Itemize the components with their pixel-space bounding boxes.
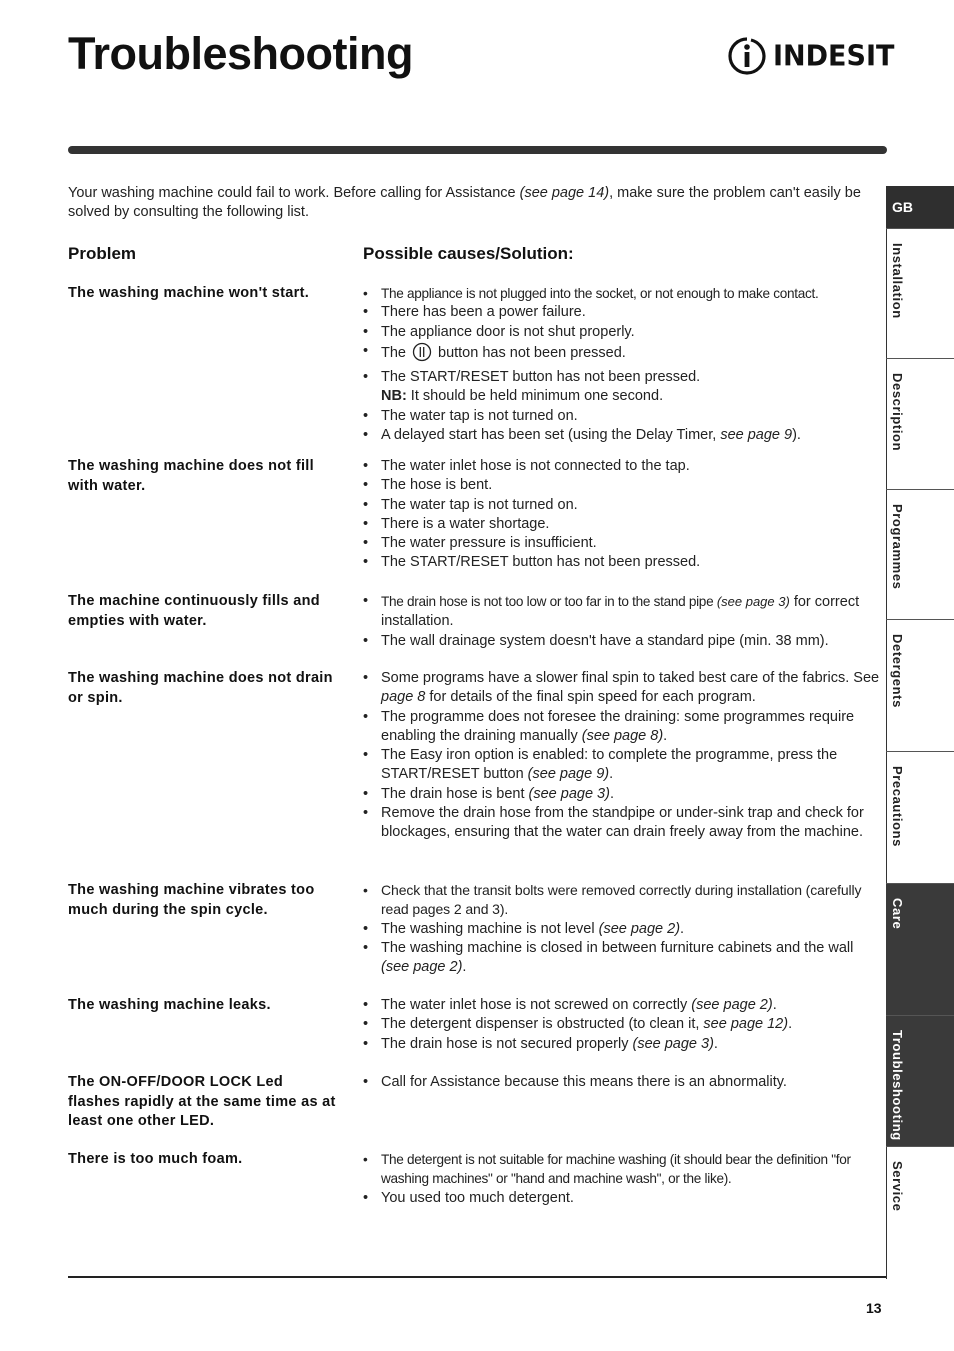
list-item: • The drain hose is not too low or too far in to the stand pipe (see page 3) for correct installation. <box>363 592 881 632</box>
list-item: • The drain hose is not secured properly (see page 3). <box>363 1035 881 1054</box>
problem-too-much-foam: There is too much foam. <box>68 1151 243 1167</box>
solution-list-led-flashes <box>363 1073 881 1092</box>
tab-care[interactable]: Care <box>886 883 954 1015</box>
solution-list-vibrates <box>363 881 881 977</box>
list-item: • The button has not been pressed. <box>363 342 881 368</box>
list-item: • The detergent dispenser is obstructed (to clean it, see page 12). <box>363 1015 881 1034</box>
problem-led-flashes: The ON-OFF/DOOR LOCK Led flashes rapidly at the same time as at least one other LED. <box>68 1074 336 1129</box>
solution-list-fills-and-empties <box>363 592 881 651</box>
page-number: 13 <box>866 1300 882 1316</box>
list-item: • The washing machine is not level (see page 2). <box>363 920 881 939</box>
solution-list-does-not-drain <box>363 669 881 843</box>
intro-text: Your washing machine could fail to work. Before calling for Assistance (see page 14), make sure the problem can't easily be solved by consulting the following list. <box>68 185 861 220</box>
list-item: • There is a water shortage. <box>363 515 881 534</box>
problem-does-not-fill: The washing machine does not fill with water. <box>68 458 314 494</box>
tab-precautions[interactable]: Precautions <box>886 751 954 883</box>
list-item: • The START/RESET button has not been pressed. <box>363 553 881 572</box>
list-item: • Check that the transit bolts were removed correctly during installation (carefully read pages 2 and 3). <box>363 881 881 920</box>
solution-list-leaks <box>363 996 881 1054</box>
list-item: • You used too much detergent. <box>363 1189 881 1208</box>
list-item: • Remove the drain hose from the standpipe or under-sink trap and check for blockages, ensuring that the water can drain freely away from the machine. <box>363 804 881 843</box>
list-item: • The water pressure is insufficient. <box>363 534 881 553</box>
list-item: • The programme does not foresee the draining: some programmes require enabling the draining manually (see page 8). <box>363 708 881 747</box>
list-item: • The START/RESET button has not been pressed. NB: It should be held minimum one second. <box>363 368 881 407</box>
problem-does-not-drain: The washing machine does not drain or spin. <box>68 670 333 706</box>
tab-detergents[interactable]: Detergents <box>886 619 954 751</box>
problem-column-heading: Problem <box>68 244 137 263</box>
list-item: • Call for Assistance because this means there is an abnormality. <box>363 1073 881 1092</box>
list-item: • The appliance is not plugged into the socket, or not enough to make contact. <box>363 284 881 303</box>
footer-rule <box>68 1276 887 1278</box>
brand-logo <box>727 36 894 76</box>
tab-service[interactable]: Service <box>886 1146 954 1279</box>
list-item: • A delayed start has been set (using the Delay Timer, see page 9). <box>363 426 881 445</box>
list-item: • The appliance door is not shut properly. <box>363 323 881 342</box>
list-item: • The water tap is not turned on. <box>363 407 881 426</box>
problem-fills-and-empties: The machine continuously fills and empties with water. <box>68 593 320 629</box>
tab-installation[interactable]: Installation <box>886 228 954 358</box>
solution-list-too-much-foam <box>363 1150 881 1208</box>
list-item: • The wall drainage system doesn't have a standard pipe (min. 38 mm). <box>363 632 881 651</box>
list-item: • The detergent is not suitable for machine washing (it should bear the definition "for washing machines" or "hand and machine wash", or the like). <box>363 1150 881 1189</box>
list-item: • The washing machine is closed in between furniture cabinets and the wall (see page 2). <box>363 939 881 978</box>
page-title: Troubleshooting <box>68 28 413 79</box>
brand-name: INDESIT <box>773 39 895 73</box>
solution-list-wont-start <box>363 284 881 445</box>
list-item: • The water tap is not turned on. <box>363 496 881 515</box>
list-item: • Some programs have a slower final spin to taked best care of the fabrics. See page 8 for details of the final spin speed for each program. <box>363 669 881 708</box>
problem-vibrates: The washing machine vibrates too much during the spin cycle. <box>68 882 315 918</box>
list-item: • The water inlet hose is not connected to the tap. <box>363 457 881 476</box>
list-item: • The drain hose is bent (see page 3). <box>363 785 881 804</box>
language-tab-gb[interactable]: GB <box>886 186 954 228</box>
list-item: • The water inlet hose is not screwed on correctly (see page 2). <box>363 996 881 1015</box>
header-rule <box>68 146 887 154</box>
power-button-icon <box>412 342 432 368</box>
solution-list-does-not-fill <box>363 457 881 573</box>
tab-description[interactable]: Description <box>886 358 954 489</box>
indesit-i-logo-icon <box>727 36 767 76</box>
list-item: • The hose is bent. <box>363 476 881 495</box>
solution-column-heading: Possible causes/Solution: <box>363 244 574 263</box>
list-item: • The Easy iron option is enabled: to complete the programme, press the START/RESET button (see page 9). <box>363 746 881 785</box>
tab-troubleshooting[interactable]: Troubleshooting <box>886 1015 954 1146</box>
tab-programmes[interactable]: Programmes <box>886 489 954 619</box>
list-item: • There has been a power failure. <box>363 303 881 322</box>
problem-wont-start: The washing machine won't start. <box>68 285 310 301</box>
problem-leaks: The washing machine leaks. <box>68 997 271 1013</box>
